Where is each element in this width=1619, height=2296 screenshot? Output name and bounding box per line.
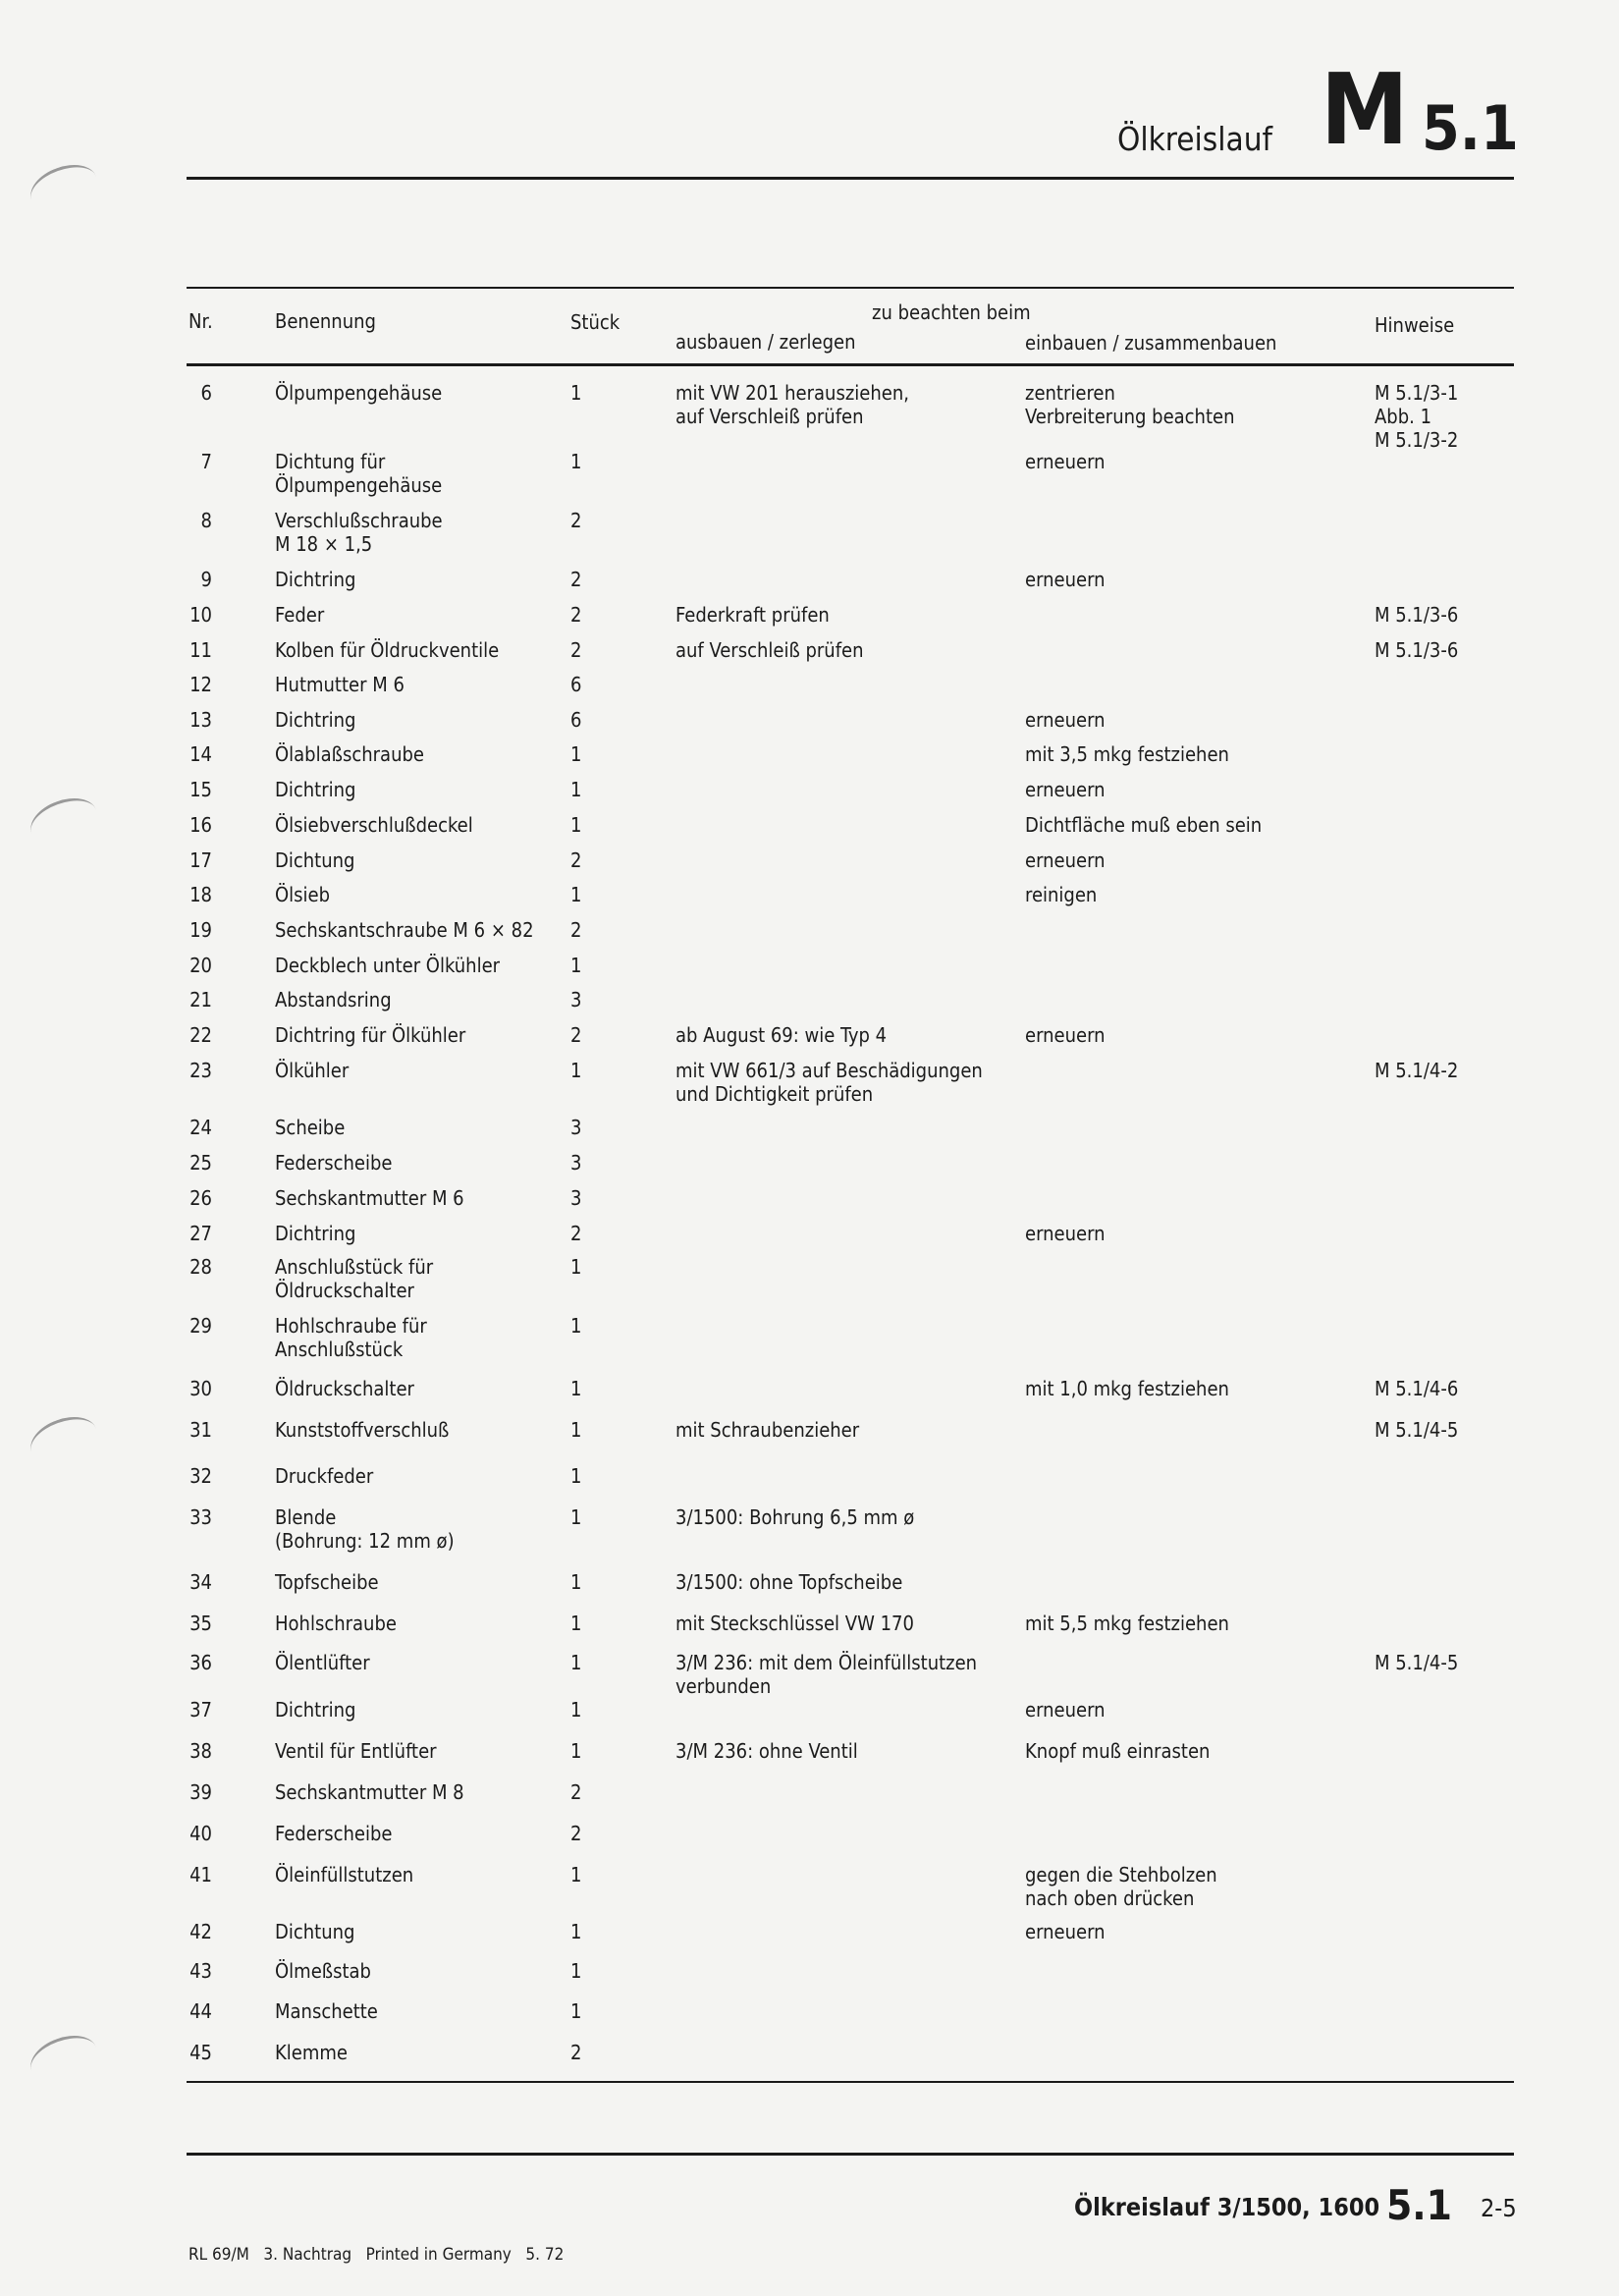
install-note: mit 1,0 mkg festziehen [1025, 1377, 1229, 1400]
row-number: 23 [189, 1059, 212, 1082]
part-name: Deckblech unter Ölkühler [275, 954, 501, 977]
install-note: erneuern [1025, 1698, 1106, 1722]
row-number: 13 [189, 708, 212, 732]
row-number: 24 [189, 1116, 212, 1139]
row-number: 29 [189, 1314, 212, 1338]
part-name: Öldruckschalter [275, 1377, 414, 1400]
quantity: 1 [570, 1920, 582, 1943]
row-number: 17 [189, 848, 212, 872]
quantity: 1 [570, 1377, 582, 1400]
part-name: Manschette [275, 1999, 378, 2023]
row-number: 43 [189, 1959, 212, 1983]
part-name: Federscheibe [275, 1151, 393, 1175]
row-number: 20 [189, 954, 212, 977]
col-name: Benennung [275, 309, 376, 333]
quantity: 2 [570, 1780, 582, 1804]
quantity: 1 [570, 1255, 582, 1279]
remove-note: mit VW 661/3 auf Beschädigungen und Dichtigkeit prüfen [675, 1059, 983, 1106]
part-name: Klemme [275, 2041, 349, 2064]
quantity: 1 [570, 1505, 582, 1529]
quantity: 1 [570, 1959, 582, 1983]
row-number: 15 [189, 778, 212, 801]
quantity: 1 [570, 1314, 582, 1338]
quantity: 1 [570, 1739, 582, 1763]
row-number: 27 [189, 1222, 212, 1245]
remove-note: 3/1500: ohne Topfscheibe [675, 1570, 903, 1594]
part-name: Topfscheibe [275, 1570, 379, 1594]
reference: M 5.1/3-6 [1375, 603, 1459, 627]
quantity: 2 [570, 568, 582, 591]
part-name: Blende (Bohrung: 12 mm ø) [275, 1505, 455, 1553]
row-number: 8 [200, 509, 212, 532]
install-note: gegen die Stehbolzen nach oben drücken [1025, 1863, 1217, 1910]
row-number: 28 [189, 1255, 212, 1279]
row-number: 16 [189, 813, 212, 837]
punch-hole [25, 2027, 103, 2090]
remove-note: mit VW 201 herausziehen, auf Verschleiß prüfen [675, 381, 909, 428]
quantity: 6 [570, 708, 582, 732]
reference: M 5.1/3-1 Abb. 1 M 5.1/3-2 [1375, 381, 1459, 452]
quantity: 6 [570, 673, 582, 696]
row-number: 19 [189, 918, 212, 942]
part-name: Druckfeder [275, 1464, 374, 1488]
part-name: Kolben für Öldruckventile [275, 638, 500, 662]
quantity: 1 [570, 742, 582, 766]
part-name: Ölmeßstab [275, 1959, 371, 1983]
quantity: 1 [570, 450, 582, 473]
part-name: Hohlschraube für Anschlußstück [275, 1314, 427, 1361]
col-qty: Stück [570, 310, 621, 334]
table-header-rule [187, 363, 1514, 366]
part-name: Dichtring [275, 568, 356, 591]
footer-rule [187, 2153, 1514, 2156]
col-remove: ausbauen / zerlegen [675, 330, 856, 354]
part-name: Abstandsring [275, 988, 392, 1011]
remove-note: 3/M 236: mit dem Öleinfüllstutzen verbunden [675, 1651, 978, 1698]
part-name: Dichtring [275, 1698, 356, 1722]
row-number: 39 [189, 1780, 212, 1804]
part-name: Öleinfüllstutzen [275, 1863, 414, 1886]
part-name: Ölkühler [275, 1059, 350, 1082]
part-name: Ölentlüfter [275, 1651, 370, 1674]
row-number: 38 [189, 1739, 212, 1763]
install-note: mit 5,5 mkg festziehen [1025, 1612, 1229, 1635]
reference: M 5.1/4-5 [1375, 1651, 1459, 1674]
row-number: 25 [189, 1151, 212, 1175]
quantity: 1 [570, 813, 582, 837]
quantity: 1 [570, 1999, 582, 2023]
row-number: 45 [189, 2041, 212, 2064]
part-name: Federscheibe [275, 1822, 393, 1845]
col-install: einbauen / zusammenbauen [1025, 331, 1277, 355]
row-number: 6 [200, 381, 212, 405]
section-number: 5.1 [1422, 92, 1519, 164]
punch-hole [25, 790, 103, 852]
quantity: 2 [570, 848, 582, 872]
quantity: 1 [570, 1464, 582, 1488]
row-number: 30 [189, 1377, 212, 1400]
col-group: zu beachten beim [872, 301, 1031, 324]
quantity: 1 [570, 883, 582, 906]
part-name: Dichtring [275, 778, 356, 801]
part-name: Dichtung [275, 848, 355, 872]
row-number: 36 [189, 1651, 212, 1674]
remove-note: mit Schraubenzieher [675, 1418, 860, 1442]
install-note: erneuern [1025, 708, 1106, 732]
install-note: erneuern [1025, 1023, 1106, 1047]
install-note: erneuern [1025, 568, 1106, 591]
part-name: Dichtring [275, 708, 356, 732]
row-number: 22 [189, 1023, 212, 1047]
quantity: 2 [570, 1822, 582, 1845]
row-number: 14 [189, 742, 212, 766]
part-name: Sechskantmutter M 8 [275, 1780, 464, 1804]
install-note: erneuern [1025, 450, 1106, 473]
row-number: 42 [189, 1920, 212, 1943]
part-name: Dichtring für Ölkühler [275, 1023, 466, 1047]
quantity: 1 [570, 1059, 582, 1082]
quantity: 2 [570, 918, 582, 942]
quantity: 2 [570, 2041, 582, 2064]
section-letter: M [1321, 52, 1405, 167]
row-number: 35 [189, 1612, 212, 1635]
part-name: Feder [275, 603, 325, 627]
reference: M 5.1/4-5 [1375, 1418, 1459, 1442]
install-note: Knopf muß einrasten [1025, 1739, 1211, 1763]
install-note: Dichtfläche muß eben sein [1025, 813, 1263, 837]
install-note: erneuern [1025, 848, 1106, 872]
part-name: Dichtung [275, 1920, 355, 1943]
quantity: 3 [570, 1116, 582, 1139]
quantity: 3 [570, 1151, 582, 1175]
row-number: 40 [189, 1822, 212, 1845]
part-name: Sechskantschraube M 6 × 82 [275, 918, 534, 942]
part-name: Ölablaßschraube [275, 742, 424, 766]
remove-note: 3/M 236: ohne Ventil [675, 1739, 858, 1763]
quantity: 1 [570, 1418, 582, 1442]
row-number: 18 [189, 883, 212, 906]
part-name: Sechskantmutter M 6 [275, 1186, 464, 1210]
remove-note: 3/1500: Bohrung 6,5 mm ø [675, 1505, 915, 1529]
install-note: mit 3,5 mkg festziehen [1025, 742, 1229, 766]
row-number: 37 [189, 1698, 212, 1722]
reference: M 5.1/4-6 [1375, 1377, 1459, 1400]
page-title: Ölkreislauf [1117, 120, 1272, 158]
footer-page-number: 2-5 [1481, 2194, 1517, 2222]
row-number: 7 [200, 450, 212, 473]
row-number: 44 [189, 1999, 212, 2023]
quantity: 2 [570, 1023, 582, 1047]
quantity: 1 [570, 954, 582, 977]
install-note: zentrieren Verbreiterung beachten [1025, 381, 1235, 428]
install-note: erneuern [1025, 1222, 1106, 1245]
row-number: 9 [200, 568, 212, 591]
quantity: 2 [570, 1222, 582, 1245]
footer-section: 5.1 [1386, 2181, 1452, 2229]
part-name: Dichtring [275, 1222, 356, 1245]
quantity: 1 [570, 1863, 582, 1886]
row-number: 31 [189, 1418, 212, 1442]
part-name: Ventil für Entlüfter [275, 1739, 437, 1763]
part-name: Hutmutter M 6 [275, 673, 405, 696]
row-number: 34 [189, 1570, 212, 1594]
quantity: 2 [570, 509, 582, 532]
part-name: Dichtung für Ölpumpengehäuse [275, 450, 443, 497]
remove-note: Federkraft prüfen [675, 603, 830, 627]
punch-hole [25, 156, 103, 219]
part-name: Ölpumpengehäuse [275, 381, 443, 405]
row-number: 41 [189, 1863, 212, 1886]
install-note: erneuern [1025, 778, 1106, 801]
part-name: Ölsiebverschlußdeckel [275, 813, 473, 837]
quantity: 1 [570, 1612, 582, 1635]
reference: M 5.1/4-2 [1375, 1059, 1459, 1082]
part-name: Kunststoffverschluß [275, 1418, 450, 1442]
row-number: 26 [189, 1186, 212, 1210]
row-number: 10 [189, 603, 212, 627]
quantity: 1 [570, 1570, 582, 1594]
header-rule [187, 177, 1514, 180]
remove-note: auf Verschleiß prüfen [675, 638, 864, 662]
part-name: Hohlschraube [275, 1612, 397, 1635]
quantity: 1 [570, 1698, 582, 1722]
footer-imprint: RL 69/M 3. Nachtrag Printed in Germany 5. 72 [189, 2245, 565, 2265]
row-number: 33 [189, 1505, 212, 1529]
remove-note: mit Steckschlüssel VW 170 [675, 1612, 914, 1635]
col-nr: Nr. [189, 309, 213, 333]
install-note: erneuern [1025, 1920, 1106, 1943]
quantity: 3 [570, 1186, 582, 1210]
part-name: Anschlußstück für Öldruckschalter [275, 1255, 434, 1302]
quantity: 3 [570, 988, 582, 1011]
quantity: 2 [570, 638, 582, 662]
col-notes: Hinweise [1375, 313, 1455, 337]
table-bottom-rule [187, 2081, 1514, 2083]
table-top-rule [187, 287, 1514, 289]
remove-note: ab August 69: wie Typ 4 [675, 1023, 888, 1047]
row-number: 11 [189, 638, 212, 662]
row-number: 32 [189, 1464, 212, 1488]
quantity: 1 [570, 381, 582, 405]
install-note: reinigen [1025, 883, 1098, 906]
part-name: Ölsieb [275, 883, 331, 906]
quantity: 1 [570, 778, 582, 801]
reference: M 5.1/3-6 [1375, 638, 1459, 662]
punch-hole [25, 1408, 103, 1471]
quantity: 1 [570, 1651, 582, 1674]
footer-title: Ölkreislauf 3/1500, 1600 [1074, 2193, 1380, 2221]
quantity: 2 [570, 603, 582, 627]
part-name: Verschlußschraube M 18 × 1,5 [275, 509, 443, 556]
row-number: 21 [189, 988, 212, 1011]
row-number: 12 [189, 673, 212, 696]
part-name: Scheibe [275, 1116, 346, 1139]
